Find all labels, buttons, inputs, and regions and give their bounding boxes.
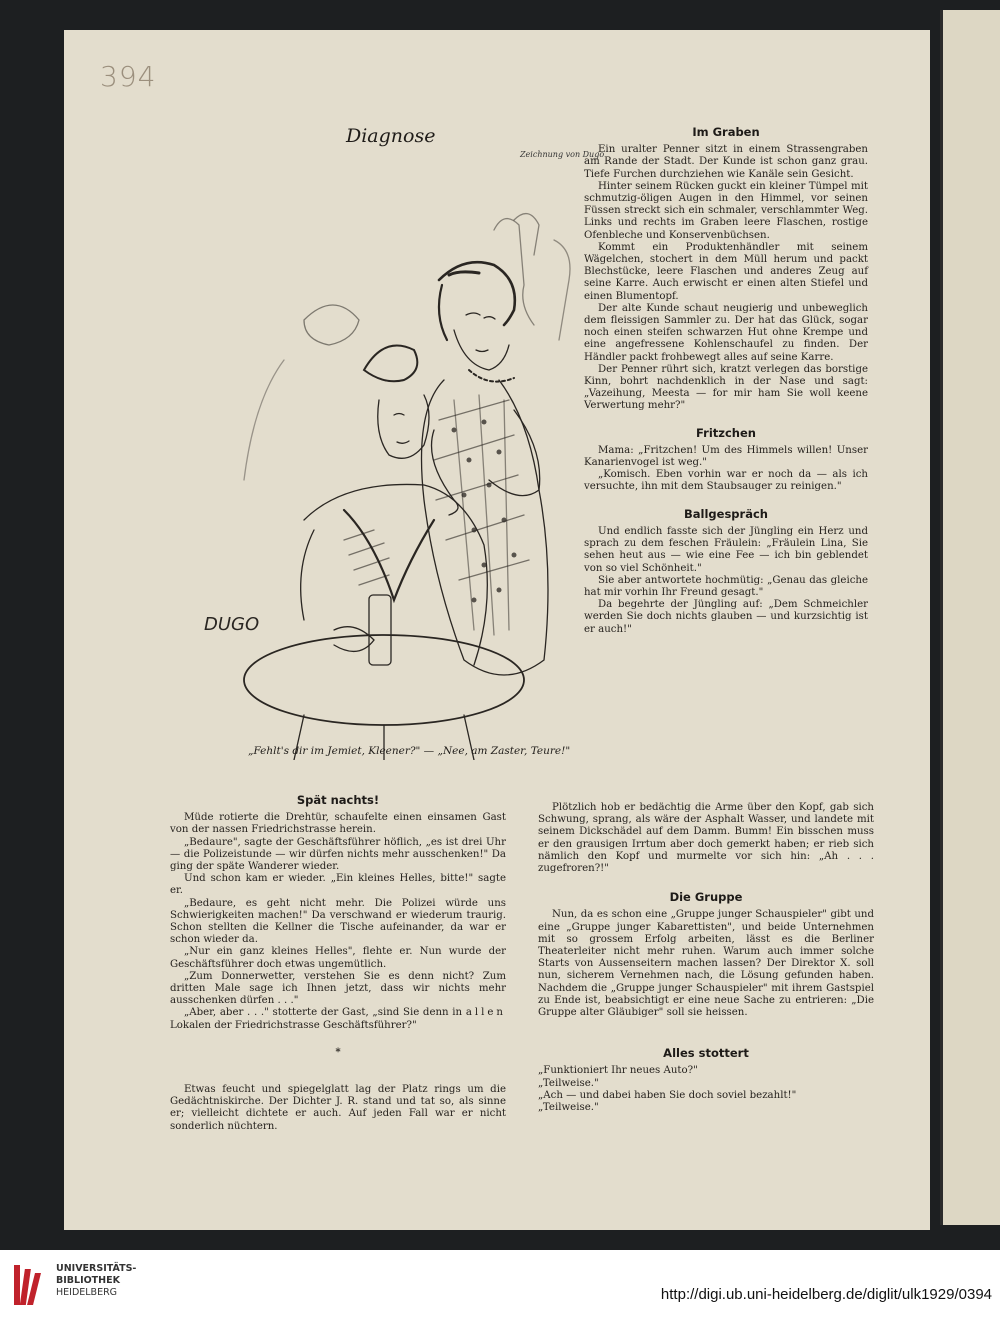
cartoon-illustration bbox=[184, 160, 604, 760]
ballgespraech-para: Und endlich fasste sich der Jüngling ein Herz und sprach zu dem feschen Fräulein: „Fräulein Lina, Sie sehen heut aus — wie eine Fee — ich bin geblendet von so viel Schönheit." bbox=[584, 525, 868, 574]
heading-die-gruppe: Die Gruppe bbox=[669, 890, 743, 905]
spaet-nachts-para-last: „Aber, aber . . ." stotterte der Gast, „sind Sie denn in allen Lokalen der Friedrichstrasse Geschäftsführer?" bbox=[170, 1007, 506, 1031]
emphasis-spaced: allen bbox=[465, 1007, 506, 1019]
cartoon-caption: „Fehlt's dir im Jemiet, Kleener?" — „Nee, am Zaster, Teure!" bbox=[248, 745, 571, 757]
spaet-nachts-para: „Bedaure", sagte der Geschäftsführer höflich, „es ist drei Uhr — die Polizeistunde — wir dürfen nichts mehr ausschenken!" Da ging der späte Wanderer wieder. bbox=[170, 836, 506, 873]
fritzchen-para: „Komisch. Eben vorhin war er noch da — als ich versuchte, ihn mit dem Staubsauger zu reinigen." bbox=[584, 469, 868, 493]
continuation-para: Plötzlich hob er bedächtig die Arme über den Kopf, gab sich Schwung, sprang, als wäre der Asphalt Wasser, und landete mit seinem Dickschädel auf dem Damm. Bumm! Ein bisschen muss er den grausigen Irrtum aber doch gemerkt haben; er rieb sich nämlich den Kopf und murmelte vor sich hin: „Ah . . . zugefroren?!" bbox=[538, 802, 874, 875]
library-logo-icon bbox=[12, 1261, 48, 1309]
section-separator: * bbox=[335, 1045, 341, 1058]
ballgespraech-para: Da begehrte der Jüngling auf: „Dem Schmeichler werden Sie doch nichts glauben — und kurzsichtig ist er auch!" bbox=[584, 599, 868, 635]
bottom-left-column bbox=[170, 794, 506, 1133]
heading-spaet-nachts: Spät nachts! bbox=[296, 793, 380, 807]
spaet-nachts-para: „Bedaure, es geht nicht mehr. Die Polizei würde uns Schwierigkeiten machen!" Da verschwand er wiederum traurig. Schon stellten die Kellner die Tische aufeinander, da war er schon wieder da. bbox=[170, 897, 506, 946]
spaet-nachts-para: Müde rotierte die Drehtür, schaufelte einen einsamen Gast von der nassen Friedrichstrasse herein. bbox=[170, 812, 506, 836]
dialog-line: „Ach — und dabei haben Sie doch soviel bezahlt!" bbox=[538, 1089, 797, 1101]
ballgespraech-para: Sie aber antwortete hochmütig: „Genau das gleiche hat mir vorhin Ihr Freund gesagt." bbox=[584, 574, 868, 598]
heading-alles-stottert: Alles stottert bbox=[663, 1046, 749, 1061]
source-url[interactable]: http://digi.ub.uni-heidelberg.de/diglit/ulk1929/0394 bbox=[660, 1286, 992, 1303]
library-logo-text: UNIVERSITÄTS- BIBLIOTHEK HEIDELBERG bbox=[56, 1263, 137, 1298]
artist-signature: DUGO bbox=[204, 614, 260, 635]
cartoon-title: Diagnose bbox=[346, 125, 436, 147]
fritzchen-para: Mama: „Fritzchen! Um des Himmels willen! Unser Kanarienvogel ist weg." bbox=[584, 444, 868, 469]
spaet-nachts-para: „Nur ein ganz kleines Helles", flehte er. Nun wurde der Geschäftsführer doch etwas ungemütlich. bbox=[170, 946, 506, 970]
die-gruppe-para: Nun, da es schon eine „Gruppe junger Schauspieler" gibt und eine „Gruppe junger Kabarettisten", und beide Unternehmen mit so grossem Erfolg arbeiten, lässt es die Berliner Theaterleiter nicht mehr ruhen. Warum auch immer solche Starts von Aussenseitern machen lassen? Der Direktor X. soll nun, sicherem Vernehmen nach, die Lösung gefunden haben. Nachdem die „Gruppe junger Schauspieler" mit ihrem Gastspiel zu Ende ist, beabsichtigt er eine neue Sache zu entrieren: „Die Gruppe alter Gläubiger" soll sie heissen. bbox=[538, 909, 874, 1019]
heading-im-graben: Im Graben bbox=[692, 125, 760, 139]
dialog-line: „Funktioniert Ihr neues Auto?" bbox=[538, 1065, 698, 1077]
artist-credit: Zeichnung von Dugo bbox=[520, 150, 605, 159]
heading-fritzchen: Fritzchen bbox=[696, 425, 756, 440]
heading-ballgespraech: Ballgespräch bbox=[684, 506, 768, 521]
spaet-nachts-para: „Zum Donnerwetter, verstehen Sie es denn nicht? Zum dritten Male sage ich Ihnen jetzt, dass wir nichts mehr ausschenken dürfen . . ." bbox=[170, 970, 506, 1007]
im-graben-para: Kommt ein Produktenhändler mit seinem Wägelchen, stochert in dem Müll herum und packt Blechstücke, leere Flaschen und anderes Zeug auf seine Karre. Auch erwischt er einen alten Stiefel und einen Blumentopf. bbox=[584, 241, 868, 302]
adjacent-page-edge bbox=[940, 10, 1000, 1225]
handwritten-page-number: 394 bbox=[100, 60, 157, 93]
im-graben-para: Hinter seinem Rücken guckt ein kleiner Tümpel mit schmutzig-öligen Augen in den Himmel, vor seinen Füssen streckt sich ein schmaler, verschlammter Weg. Links und rechts im Graben leere Flaschen, rostige Ofenbleche und Konservenbüchsen. bbox=[584, 180, 868, 241]
spaet-nachts-para: Und schon kam er wieder. „Ein kleines Helles, bitte!" sagte er. bbox=[170, 873, 506, 897]
im-graben-para: Ein uralter Penner sitzt in einem Strassengraben am Rande der Stadt. Der Kunde ist schon ganz grau. Tiefe Furchen durchziehen wie Kanäle sein Gesicht. bbox=[584, 144, 868, 180]
magazine-page bbox=[64, 30, 930, 1230]
im-graben-para: Der alte Kunde schaut neugierig und unbeweglich dem fleissigen Sammler zu. Der hat das Glück, sogar noch einen steifen schwarzen Hut ohne Krempe und eine angefressene Kohlenschaufel zu finden. Der Händler packt frohbewegt alles auf seine Karre. bbox=[584, 302, 868, 363]
dialog-line: „Teilweise." bbox=[538, 1077, 599, 1089]
dialog-line: „Teilweise." bbox=[538, 1102, 599, 1114]
bottom-right-column bbox=[538, 802, 874, 1114]
im-graben-para: Der Penner rührt sich, kratzt verlegen das borstige Kinn, bohrt nachdenklich in der Nase und sagt: „Vazeihung, Meesta — for mir ham Sie woll keene Verwertung mehr?" bbox=[584, 363, 868, 412]
right-column bbox=[584, 126, 868, 636]
spaet-nachts-para: Etwas feucht und spiegelglatt lag der Platz rings um die Gedächtniskirche. Der Dichter J. R. stand und tat so, als sinne er; vielleicht dichtete er auch. Auf jeden Fall war er nicht sonderlich nüchtern. bbox=[170, 1084, 506, 1132]
